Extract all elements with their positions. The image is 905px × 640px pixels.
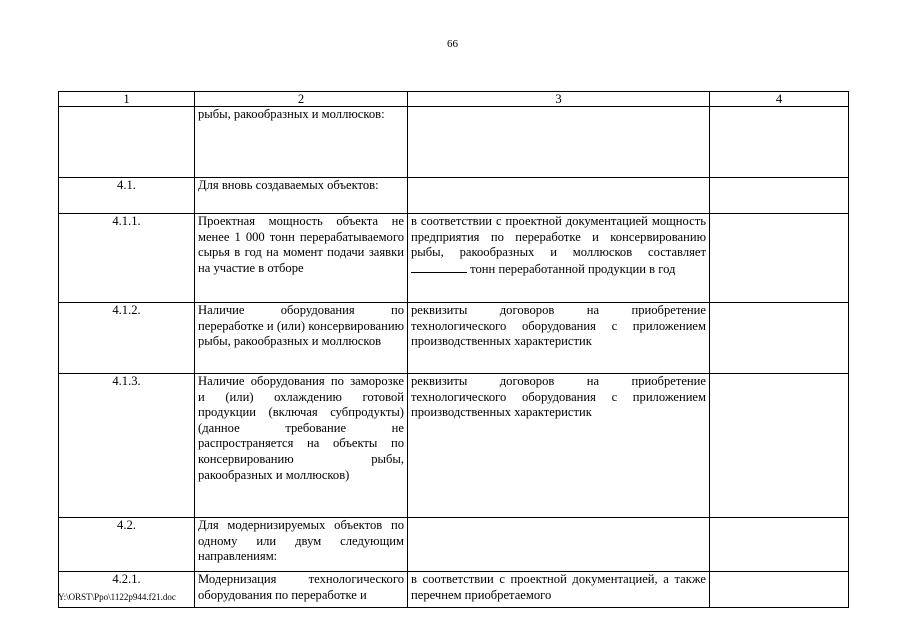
row-number: 4.2. [59,518,195,572]
confirmation-text: в соответствии с проектной документацией мощность предприятия по переработке и консервированию рыбы, ракообразных и моллюсков составляет [411,214,706,260]
row-number: 4.1. [59,178,195,214]
table-row [59,303,849,374]
confirmation-cell: реквизиты договоров на приобретение технологического оборудования с приложением производственных характеристик [408,374,710,518]
notes-cell [710,572,849,608]
requirement-cell: Наличие оборудования по переработке и (или) консервированию рыбы, ракообразных и моллюсков [195,303,408,374]
table-row [59,374,849,518]
column-header: 4 [710,92,849,107]
fill-in-blank [411,261,467,273]
notes-cell [710,214,849,303]
table-header-row [59,92,849,107]
page-number: 66 [447,38,458,50]
table-row [59,572,849,608]
file-path-footer: Y:\ORST\Ppo\1122p944.f21.doc [58,592,176,602]
row-number: 4.2.1. [59,572,195,608]
notes-cell [710,518,849,572]
notes-cell [710,107,849,178]
table-row [59,214,849,303]
confirmation-cell [408,518,710,572]
unit-text: тонн [470,261,496,276]
confirmation-cell: реквизиты договоров на приобретение технологического оборудования с приложением производственных характеристик [408,303,710,374]
notes-cell [710,178,849,214]
row-number: 4.1.2. [59,303,195,374]
requirement-cell: Для вновь создаваемых объектов: [195,178,408,214]
requirements-table [58,91,849,608]
requirement-cell: Модернизация технологического оборудования по переработке и [195,572,408,608]
requirement-cell: Для модернизируемых объектов по одному или двум следующим направлениям: [195,518,408,572]
confirmation-cell [408,178,710,214]
row-number: 4.1.1. [59,214,195,303]
confirmation-text-end: переработанной продукции в год [498,261,676,276]
table-row [59,107,849,178]
requirement-cell: Наличие оборудования по заморозке и (или) охлаждению готовой продукции (включая субпродукты) (данное требование не распространяется на объекты по консервированию рыбы, ракообразных и моллюсков) [195,374,408,518]
requirement-cell: Проектная мощность объекта не менее 1 000 тонн перерабатываемого сырья в год на момент подачи заявки на участие в отборе [195,214,408,303]
notes-cell [710,374,849,518]
column-header: 2 [195,92,408,107]
table-row [59,178,849,214]
confirmation-cell [408,107,710,178]
row-number: 4.1.3. [59,374,195,518]
column-header: 3 [408,92,710,107]
confirmation-cell: в соответствии с проектной документацией, а также перечнем приобретаемого [408,572,710,608]
column-header: 1 [59,92,195,107]
row-number [59,107,195,178]
requirement-cell: рыбы, ракообразных и моллюсков: [195,107,408,178]
notes-cell [710,303,849,374]
confirmation-cell [408,214,710,303]
table-row [59,518,849,572]
